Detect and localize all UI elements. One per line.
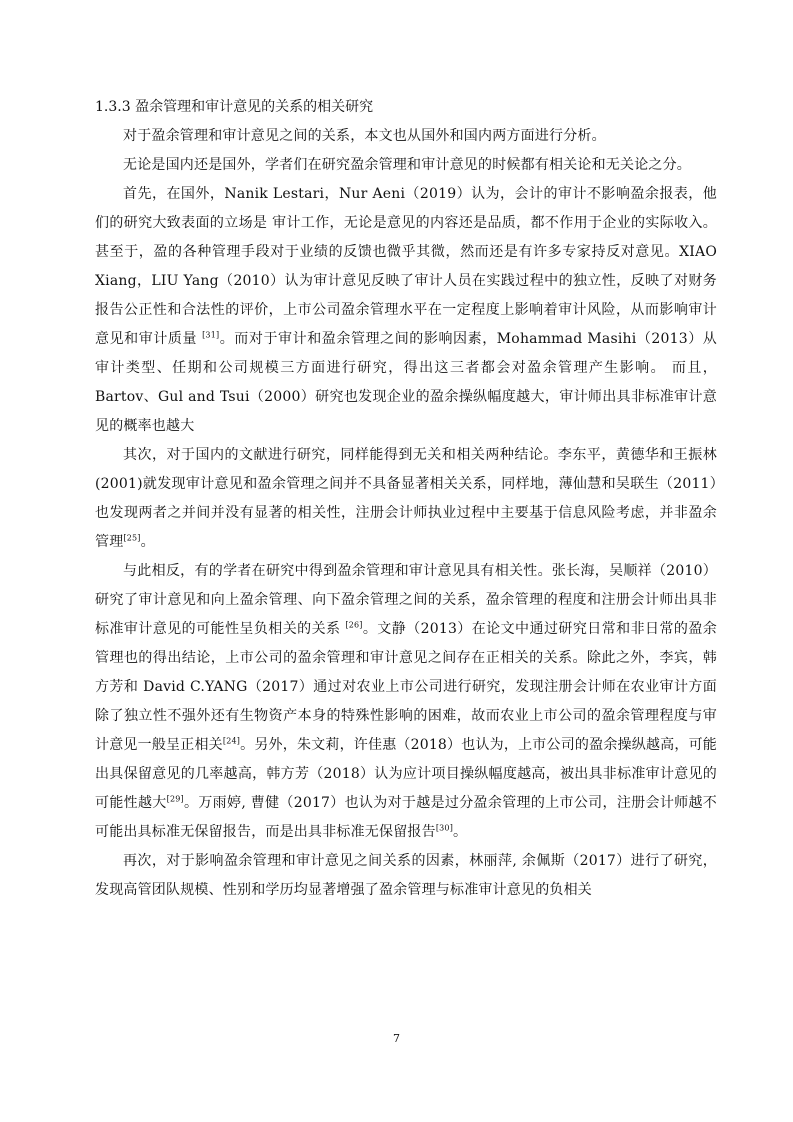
paragraph-correlation-studies: 与此相反，有的学者在研究中得到盈余管理和审计意见具有相关性。张长海，吴顺祥（2010）研究了审计意见和向上盈余管理、向下盈余管理之间的关系，盈余管理的程度和注册会计师出具非标准审计意见的可能性呈负相关的关系 [26]。文静（2013）在论文中通过研究日常和非日常的盈余管理也的得出结论，上市公司的盈余管理和审计意见之间存在正相关的关系。除此之外，李宾，韩方芳和 David C.YANG（2017）通过对农业上市公司进行研究，发现注册会计师在农业审计方面除了独立性不强外还有生物资产本身的特殊性影响的困难，故而农业上市公司的盈余管理程度与审计意见一般呈正相关[24]。另外，朱文莉，许佳惠（2018）也认为，上市公司的盈余操纵越高，可能出具保留意见的几率越高，韩方芳（2018）认为应计项目操纵幅度越高，被出具非标准审计意见的可能性越大[29]。万雨婷, 曹健（2017）也认为对于越是过分盈余管理的上市公司，注册会计师越不可能出具标准无保留报告，而是出具非标准无保留报告[30]。	[95, 563, 717, 840]
citation-ref: [24]	[222, 736, 241, 746]
citation-ref: [29]	[166, 794, 184, 804]
citation-ref: [30]	[435, 823, 454, 833]
paragraph-influencing-factors: 再次，对于影响盈余管理和审计意见之间关系的因素，林丽萍, 余佩斯（2017）进行了研究，发现高管团队规模、性别和学历均显著增强了盈余管理与标准审计意见的负相关	[95, 853, 717, 898]
citation-ref: [26]	[345, 620, 363, 630]
paragraph-intro: 对于盈余管理和审计意见之间的关系，本文也从国外和国内两方面进行分析。	[123, 128, 606, 144]
page-content	[95, 92, 717, 905]
section-heading: 1.3.3 盈余管理和审计意见的关系的相关研究	[95, 99, 374, 115]
citation-ref: [25]	[123, 533, 141, 543]
page-number: 7	[393, 1032, 400, 1045]
paragraph-domestic-studies: 其次，对于国内的文献进行研究，同样能得到无关和相关两种结论。李东平，黄德华和王振林(2001)就发现审计意见和盈余管理之间并不具备显著相关关系，同样地，薄仙慧和吴联生（2011）也发现两者之并间并没有显著的相关性，注册会计师执业过程中主要基于信息风险考虑，并非盈余管理[25]。	[95, 447, 717, 550]
paragraph-overview: 无论是国内还是国外，学者们在研究盈余管理和审计意见的时候都有相关论和无关论之分。	[123, 157, 691, 173]
citation-ref: [31]	[202, 330, 220, 340]
paragraph-foreign-studies: 首先，在国外，Nanik Lestari，Nur Aeni（2019）认为，会计的审计不影响盈余报表，他们的研究大致表面的立场是 审计工作，无论是意见的内容还是品质，都不作用于企业的实际收入。甚至于，盈的各种管理手段对于业绩的反馈也微乎其微，然而还是有许多专家持反对意见。XIAO Xiang，LIU Yang（2010）认为审计意见反映了审计人员在实践过程中的独立性，反映了对财务报告公正性和合法性的评价，上市公司盈余管理水平在一定程度上影响着审计风险，从而影响审计意见和审计质量 [31]。而对于审计和盈余管理之间的影响因素，Mohammad Masihi（2013）从审计类型、任期和公司规模三方面进行研究，得出这三者都会对盈余管理产生影响。 而且，Bartov、Gul and Tsui（2000）研究也发现企业的盈余操纵幅度越大，审计师出具非标准审计意见的概率也越大	[95, 186, 717, 434]
